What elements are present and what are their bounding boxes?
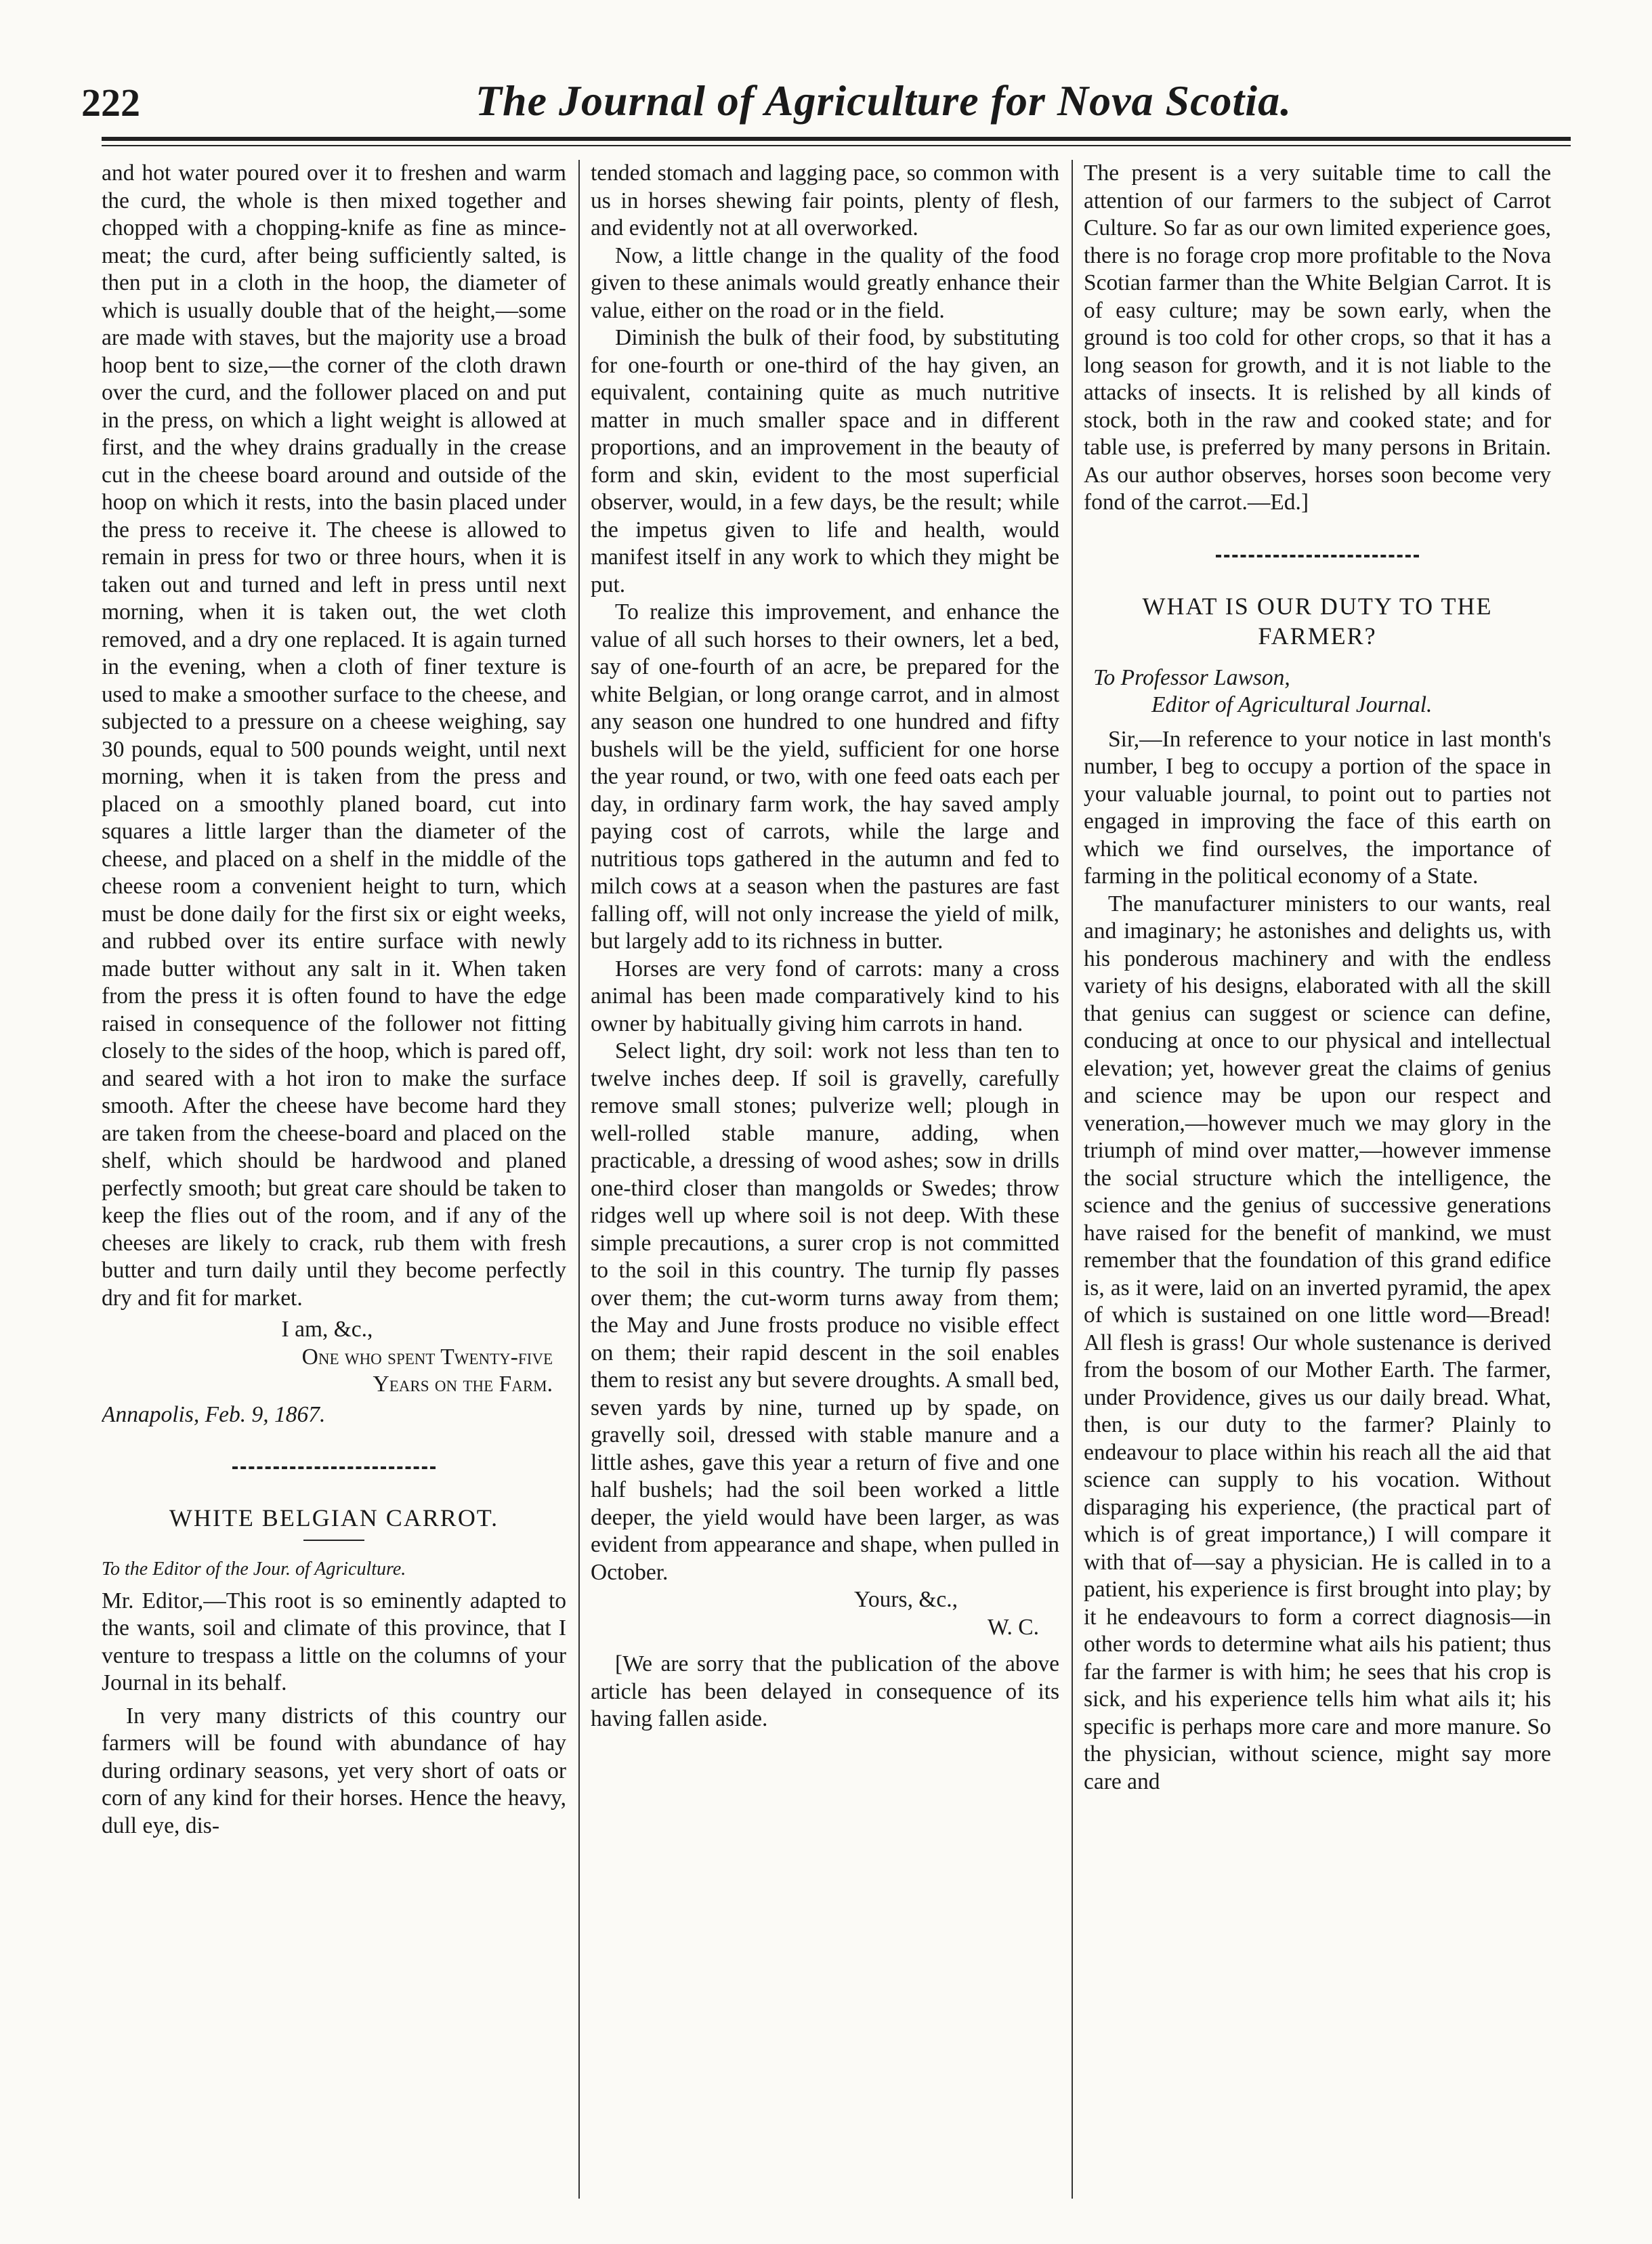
running-head: The Journal of Agriculture for Nova Scotia. [475,77,1292,125]
paragraph: [We are sorry that the publication of the above article has been delayed in consequence of its having fallen aside. [591,1651,1059,1731]
paragraph: To realize this improvement, and enhance the value of all such horses to their owners, let a bed, say of one-fourth of an acre, be prepared for the white Belgian, or long orange carrot, and in almost any season one hundred to one hundred and fifty bushels will be the yield, sufficient for one horse the year round, or two, with one feed oats each per day, in ordinary farm work, the hay saved amply paying cost of carrots, while the large and nutritious tops gathered in the autumn and fed to milch cows at a season when the pastures are fast falling off, will not only increase the yield of milk, but largely add to its richness in butter. [591,599,1059,954]
paragraph: Sir,—In reference to your notice in last month's number, I beg to occupy a portion of the space in your valuable journal, to point out to parties not engaged in improving the face of this earth on which we find ourselves, the importance of farming in the political economy of a State. [1084,726,1551,889]
paragraph: The manufacturer ministers to our wants, real and imaginary; he astonishes and delights us, with his ponderous machinery and with the endless variety of his designs, elaborated with all the skill that genius can suggest or science can define, conducing at once to our physical and intellectual elevation; yet, however great the claims of genius and science may be upon our respect and veneration,—however much we may glory in the triumph of mind over matter,—however immense the social structure which the intelligence, the science and the genius of successive generations have raised for the benefit of mankind, we must remember that the foundation of this grand edifice is, as it were, laid on an inverted pyramid, the apex of which is sustained on one little word—Bread! All flesh is grass! Our whole sustenance is derived from the bosom of our Mother Earth. The farmer, under Providence, gives us our daily bread. What, then, is our duty to the farmer? Plainly to endeavour to place within his reach all the aid that science can supply to his vocation. Without disparaging his experience, (the practical part of which is of great importance,) I will compare it with that of—say a physician. He is called in to a patient, his experience is first brought into play; by it he endeavours to form a correct diagnosis—in other words to determine what ails his patient; thus far the farmer is with him; he sees that his crop is sick, and his experience tells him what ails it; his specific is perhaps more care and more manure. So the physician, without science, might say more care and [1084,891,1551,1794]
paragraph: Horses are very fond of carrots: many a cross animal has been made comparatively kind to his owner by habitually giving him carrots in hand. [591,956,1059,1036]
paragraph: In very many districts of this country our farmers will be found with abundance of hay during ordinary seasons, yet very short of oats or corn of any kind for their horses. Hence the heavy, dull eye, dis- [102,1703,566,1838]
column-divider [1072,160,1073,2199]
addressee-title: Editor of Agricultural Journal. [1151,692,1433,717]
header-rule-thick [102,137,1571,141]
signature-line: Years on the Farm. [373,1372,553,1397]
article-heading: WHAT IS OUR DUTY TO THE FARMER? [1142,592,1493,650]
paragraph: The present is a very suitable time to call the attention of our farmers to the subject of Carrot Culture. So far as our own limited experience goes, there is no forage crop more profitable to the Nova Scotian farmer than the White Belgian Carrot. It is of easy culture; may be sown early, when the ground is too cold for other crops, so that it has a long season for growth, and it is not liable to the attacks of insects. It is relished by all kinds of stock, both in the raw and cooked state; and for table use, is preferred by many persons in Britain. As our author observes, horses soon become very fond of the carrot.—Ed.] [1084,161,1551,515]
column-1 [102,160,566,2199]
column-2 [591,160,1059,2199]
header-rule-thin [102,145,1571,146]
closing: I am, &c., [281,1317,373,1342]
column-3 [1084,160,1551,2199]
page-number: 222 [81,81,140,125]
heading-rule [303,1540,364,1541]
paragraph: and hot water poured over it to freshen and warm the curd, the whole is then mixed together and chopped with a chopping-knife as fine as mince-meat; the curd, after being sufficiently salted, is then put in a cloth in the hoop, the diameter of which is usually double that of the height,—some are made with staves, but the majority use a broad hoop bent to size,—the corner of the cloth drawn over the curd, and the follower placed on and put in the press, on which a light weight is allowed at first, and the whey drains gradually in the crease cut in the cheese board around and outside of the hoop on which it rests, into the basin placed under the press to receive it. The cheese is allowed to remain in press for two or three hours, when it is taken out and turned and left in press until next morning, when it is taken out, the wet cloth removed, and a dry one replaced. It is again turned in the evening, when a cloth of finer texture is used to make a smoother surface to the cheese, and subjected to a pressure on a cheese weighing, say 30 pounds, equal to 500 pounds weight, until next morning, when it is taken from the press and placed on a smoothly planed board, cut into squares a little larger than the diameter of the cheese, and placed on a shelf in the middle of the cheese room a convenient height to turn, which must be done daily for the first six or eight weeks, and rubbed over its entire surface with newly made butter without any salt in it. When taken from the press it is often found to have the edge raised in consequence of the follower not fitting closely to the sides of the hoop, which is pared off, and seared with a hot iron to make the surface smooth. After the cheese have become hard they are taken from the cheese-board and placed on the shelf, which should be hardwood and planed perfectly smooth; but great care should be taken to keep the flies out of the room, and if any of the cheeses are likely to crack, rub them with fresh butter and turn daily until they become perfectly dry and fit for market. [102,161,566,1311]
section-separator [1216,555,1419,557]
dateline: Annapolis, Feb. 9, 1867. [102,1401,326,1427]
section-separator [232,1466,436,1469]
paragraph: Now, a little change in the quality of the food given to these animals would greatly enhance their value, either on the road or in the field. [591,242,1059,323]
article-heading: WHITE BELGIAN CARROT. [169,1504,499,1531]
paragraph: Diminish the bulk of their food, by substituting for one-fourth or one-third of the hay given, an equivalent, containing quite as much nutritive matter in much smaller space and in different proportions, and an improvement in the beauty of form and skin, evident to the most superficial observer, would, in a few days, be the result; while the impetus given to life and health, would manifest itself in any work to which they might be put. [591,325,1059,597]
salutation: To the Editor of the Jour. of Agriculture. [102,1559,406,1580]
signature-line: One who spent Twenty-five [301,1344,553,1370]
paragraph: Mr. Editor,—This root is so eminently adapted to the wants, soil and climate of this province, that I venture to trespass a little on the columns of your Journal in its behalf. [102,1588,566,1695]
paragraph: Select light, dry soil: work not less than ten to twelve inches deep. If soil is gravelly, carefully remove small stones; pulverize well; plough in well-rolled stable manure, adding, when practicable, a dressing of wood ashes; sow in drills one-third closer than mangolds or Swedes; throw ridges well up where soil is not deep. With these simple precautions, a surer crop is not committed to the soil in this country. The turnip fly passes over them; the cut-worm turns away from them; the May and June frosts produce no visible effect on them; their rapid descent in the soil enables them to resist any but severe droughts. A small bed, seven yards by nine, turned up by spade, on gravelly soil, dressed with stable manure and a little ashes, gave this year a return of five and one half bushels; had the soil been worked a little deeper, the yield would have been larger, as was evident from appearance and shape, when pulled in October. [591,1038,1059,1585]
paragraph: tended stomach and lagging pace, so common with us in horses shewing fair points, plenty of flesh, and evidently not at all overworked. [591,161,1059,240]
column-divider [578,160,580,2199]
closing: Yours, &c., [854,1587,958,1612]
addressee: To Professor Lawson, [1093,664,1290,690]
signature: W. C. [987,1614,1039,1640]
